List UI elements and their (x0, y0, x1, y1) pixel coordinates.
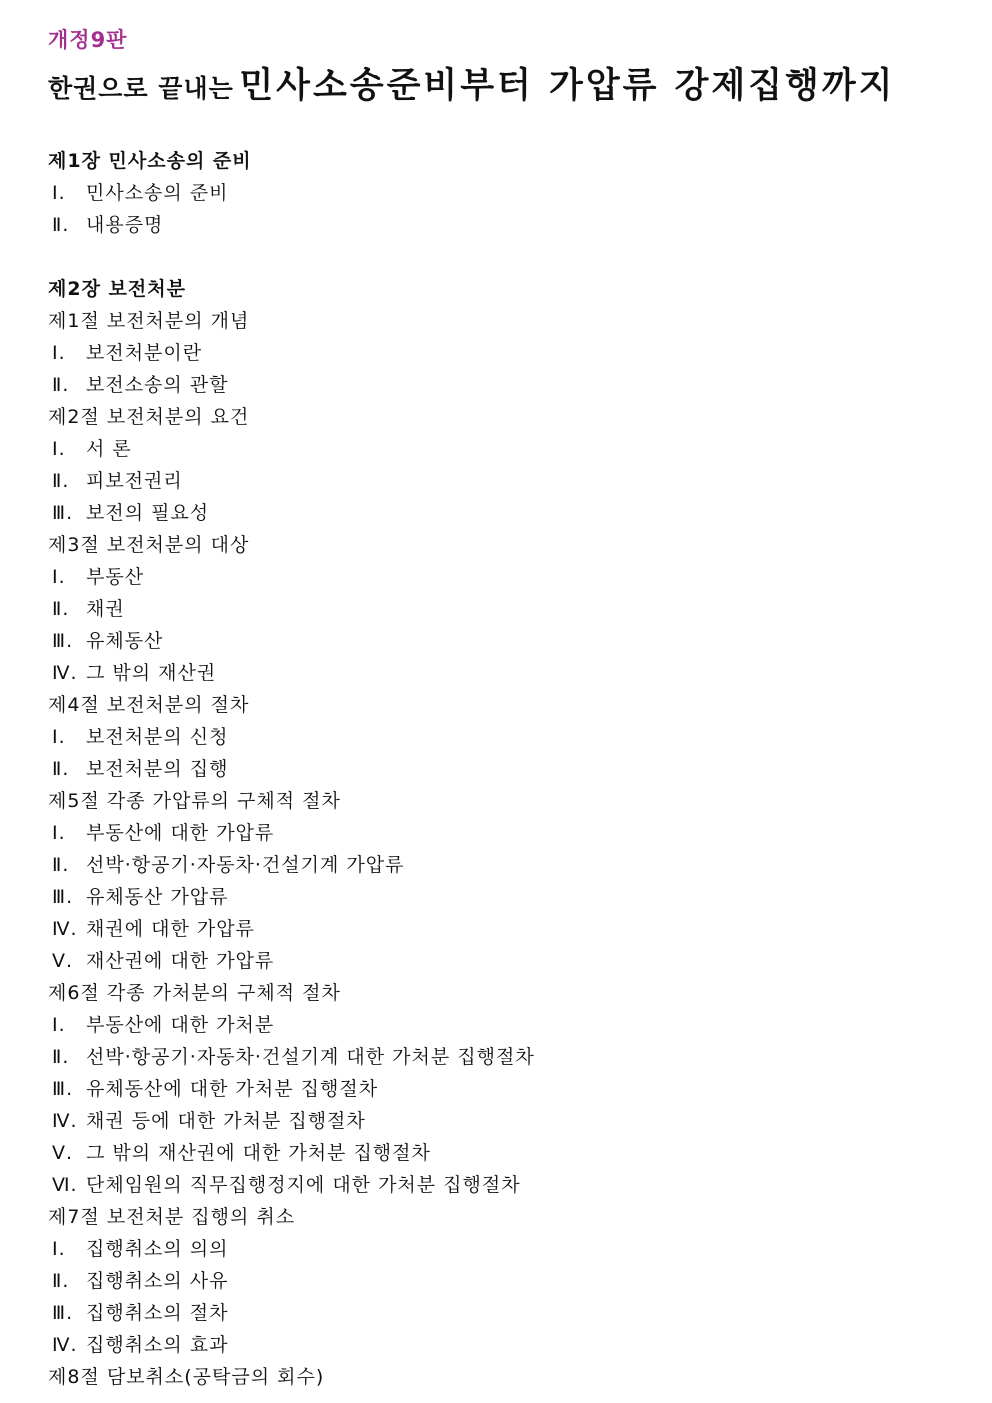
item-number: Ⅱ. (52, 598, 70, 620)
item-number: Ⅳ. (52, 662, 78, 684)
item-text: 서 론 (86, 438, 132, 460)
item-number: Ⅱ. (52, 1046, 70, 1068)
toc-item (48, 1009, 948, 1041)
item-text: 유체동산 (86, 630, 164, 652)
item-number: Ⅰ. (52, 566, 66, 588)
item-text: 선박·항공기·자동차·건설기계 가압류 (86, 854, 405, 876)
item-text: 집행취소의 효과 (86, 1334, 229, 1356)
item-text: 부동산에 대한 가압류 (86, 822, 275, 844)
chapter-title: 제2장 보전처분 (48, 278, 186, 300)
toc-item (48, 497, 948, 529)
item-text: 집행취소의 절차 (86, 1302, 229, 1324)
toc-item (48, 1073, 948, 1105)
item-text: 민사소송의 준비 (86, 182, 229, 204)
item-number: Ⅳ. (52, 918, 78, 940)
item-number: Ⅰ. (52, 1238, 66, 1260)
chapter-sections (48, 305, 948, 1393)
toc-item (48, 881, 948, 913)
toc-item (48, 177, 948, 209)
item-number: Ⅱ. (52, 758, 70, 780)
item-number: Ⅱ. (52, 854, 70, 876)
chapter-title: 제1장 민사소송의 준비 (48, 150, 252, 172)
item-text: 피보전권리 (86, 470, 183, 492)
title-prefix: 한권으로 끝내는 (48, 74, 234, 103)
toc-item (48, 625, 948, 657)
item-number: Ⅰ. (52, 726, 66, 748)
toc-item (48, 593, 948, 625)
item-number: Ⅰ. (52, 182, 66, 204)
item-text: 채권 등에 대한 가처분 집행절차 (86, 1110, 366, 1132)
toc-item (48, 657, 948, 689)
toc-item (48, 1137, 948, 1169)
toc-item (48, 209, 948, 241)
item-text: 재산권에 대한 가압류 (86, 950, 275, 972)
section-title: 제6절 각종 가처분의 구체적 절차 (48, 982, 341, 1004)
item-text: 그 밖의 재산권에 대한 가처분 집행절차 (86, 1142, 431, 1164)
item-number: Ⅰ. (52, 342, 66, 364)
toc-item (48, 1105, 948, 1137)
section-title: 제3절 보전처분의 대상 (48, 534, 250, 556)
table-of-contents (48, 145, 948, 1393)
item-text: 유체동산 가압류 (86, 886, 229, 908)
section-title: 제5절 각종 가압류의 구체적 절차 (48, 790, 341, 812)
item-text: 유체동산에 대한 가처분 집행절차 (86, 1078, 379, 1100)
toc-item (48, 1265, 948, 1297)
edition-label: 개정9판 (48, 28, 128, 52)
item-number: Ⅲ. (52, 630, 74, 652)
item-text: 보전처분의 신청 (86, 726, 229, 748)
item-number: Ⅵ. (52, 1174, 78, 1196)
item-text: 집행취소의 의의 (86, 1238, 229, 1260)
item-number: Ⅴ. (52, 950, 74, 972)
toc-item (48, 1169, 948, 1201)
toc-item (48, 913, 948, 945)
item-text: 보전처분이란 (86, 342, 203, 364)
item-number: Ⅱ. (52, 470, 70, 492)
item-number: Ⅲ. (52, 886, 74, 908)
toc-item (48, 1329, 948, 1361)
spacer (48, 241, 948, 273)
toc-item (48, 1041, 948, 1073)
toc-item (48, 561, 948, 593)
toc-item (48, 817, 948, 849)
section-title: 제8절 담보취소(공탁금의 회수) (48, 1366, 325, 1388)
toc-item (48, 1233, 948, 1265)
item-number: Ⅲ. (52, 502, 74, 524)
item-number: Ⅱ. (52, 214, 70, 236)
item-number: Ⅳ. (52, 1334, 78, 1356)
toc-item (48, 465, 948, 497)
item-text: 부동산 (86, 566, 145, 588)
section-title: 제7절 보전처분 집행의 취소 (48, 1206, 296, 1228)
item-number: Ⅰ. (52, 438, 66, 460)
item-text: 내용증명 (86, 214, 164, 236)
toc-item (48, 753, 948, 785)
item-text: 보전의 필요성 (86, 502, 210, 524)
item-number: Ⅱ. (52, 1270, 70, 1292)
item-number: Ⅰ. (52, 822, 66, 844)
item-text: 단체임원의 직무집행정지에 대한 가처분 집행절차 (86, 1174, 521, 1196)
item-text: 보전처분의 집행 (86, 758, 229, 780)
toc-item (48, 369, 948, 401)
item-text: 보전소송의 관할 (86, 374, 229, 396)
item-number: Ⅱ. (52, 374, 70, 396)
item-text: 그 밖의 재산권 (86, 662, 217, 684)
item-text: 부동산에 대한 가처분 (86, 1014, 275, 1036)
item-number: Ⅲ. (52, 1078, 74, 1100)
section-title: 제4절 보전처분의 절차 (48, 694, 250, 716)
section-title: 제1절 보전처분의 개념 (48, 310, 250, 332)
toc-item (48, 1297, 948, 1329)
item-number: Ⅴ. (52, 1142, 74, 1164)
item-text: 채권에 대한 가압류 (86, 918, 255, 940)
toc-item (48, 721, 948, 753)
section-title: 제2절 보전처분의 요건 (48, 406, 250, 428)
item-number: Ⅳ. (52, 1110, 78, 1132)
item-number: Ⅰ. (52, 1014, 66, 1036)
item-text: 집행취소의 사유 (86, 1270, 229, 1292)
toc-item (48, 337, 948, 369)
item-text: 선박·항공기·자동차·건설기계 대한 가처분 집행절차 (86, 1046, 535, 1068)
toc-item (48, 849, 948, 881)
item-number: Ⅲ. (52, 1302, 74, 1324)
item-text: 채권 (86, 598, 125, 620)
book-title (48, 58, 896, 108)
toc-item (48, 945, 948, 977)
title-main: 민사소송준비부터 가압류 강제집행까지 (239, 66, 896, 106)
toc-item (48, 433, 948, 465)
